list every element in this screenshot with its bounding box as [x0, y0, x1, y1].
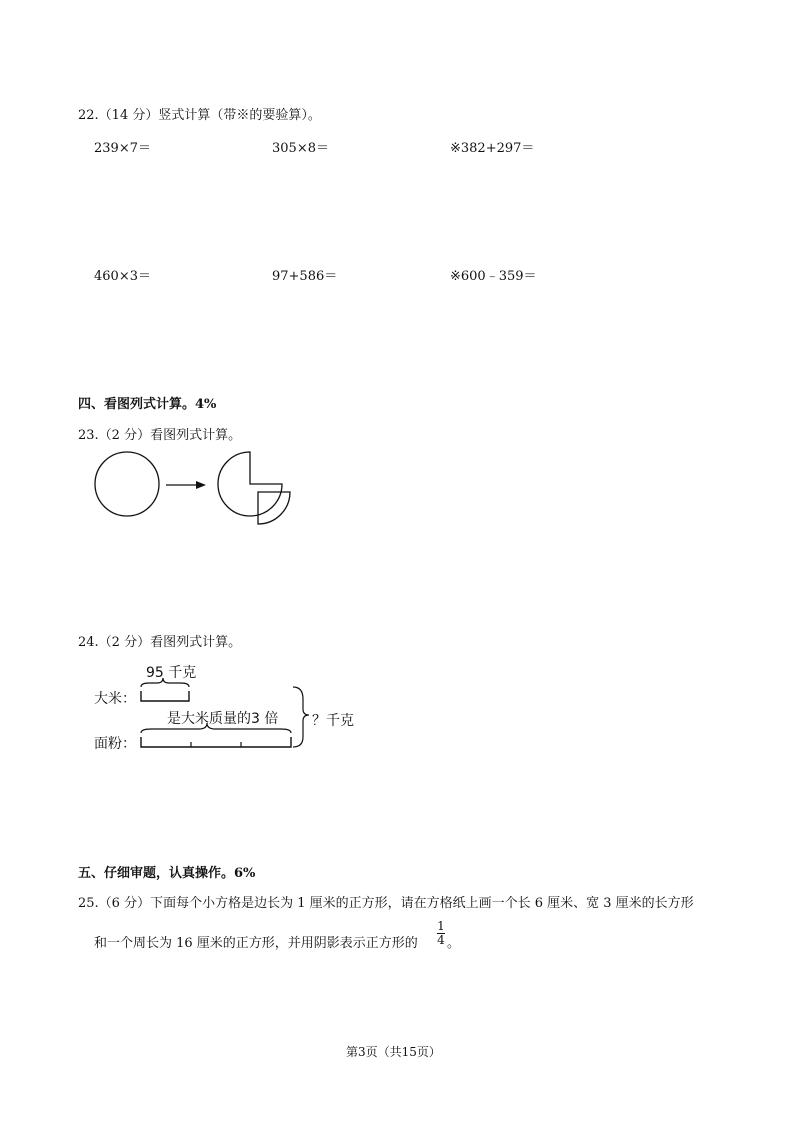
q22-item-1: 239×7＝: [94, 141, 151, 156]
q22-item-3: ※382+297＝: [450, 141, 535, 156]
q22-title: 22.（14 分）竖式计算（带※的要验算）。: [78, 108, 321, 123]
total-right-brace: [293, 687, 309, 747]
flour-label: 面粉：: [94, 736, 136, 752]
rice-weight-label: 95 千克: [146, 665, 197, 681]
fraction-denominator: 4: [437, 933, 445, 947]
whole-circle: [95, 452, 159, 516]
circle-quarter-piece: [258, 492, 290, 524]
q22-item-2: 305×8＝: [272, 141, 329, 156]
q25-fraction: [435, 920, 447, 947]
q24-title: 24.（2 分）看图列式计算。: [78, 635, 242, 650]
section5-title: 五、仔细审题，认真操作。6%: [78, 866, 256, 881]
q22-item-5: 97+586＝: [272, 269, 338, 284]
page-footer: 第3页（共15页）: [346, 1045, 441, 1059]
q24-line-diagram: [135, 675, 315, 755]
section4-title: 四、看图列式计算。4%: [78, 397, 217, 412]
q25-line2: 和一个周长为 16 厘米的正方形，并用阴影表示正方形的: [94, 936, 418, 951]
rice-label: 大米：: [94, 691, 136, 707]
rice-bar: [141, 691, 189, 701]
q25-line1: 25.（6 分）下面每个小方格是边长为 1 厘米的正方形，请在方格纸上画一个长 6 厘米、宽 3 厘米的长方形: [78, 896, 694, 911]
q23-title: 23.（2 分）看图列式计算。: [78, 428, 242, 443]
q25-line2-end: 。: [447, 936, 461, 951]
flour-top-brace: [141, 723, 291, 733]
flour-note: 是大米质量的3 倍: [167, 711, 279, 727]
circle-three-quarters: [218, 452, 282, 516]
rice-top-brace: [141, 678, 189, 687]
q23-figure: [90, 448, 300, 528]
q22-item-4: 460×3＝: [94, 269, 151, 284]
fraction-numerator: 1: [437, 919, 445, 933]
total-label: ？千克: [312, 713, 354, 729]
arrow-head: [196, 481, 206, 489]
q22-item-6: ※600﹣359＝: [450, 269, 537, 284]
flour-bar: [141, 737, 291, 747]
